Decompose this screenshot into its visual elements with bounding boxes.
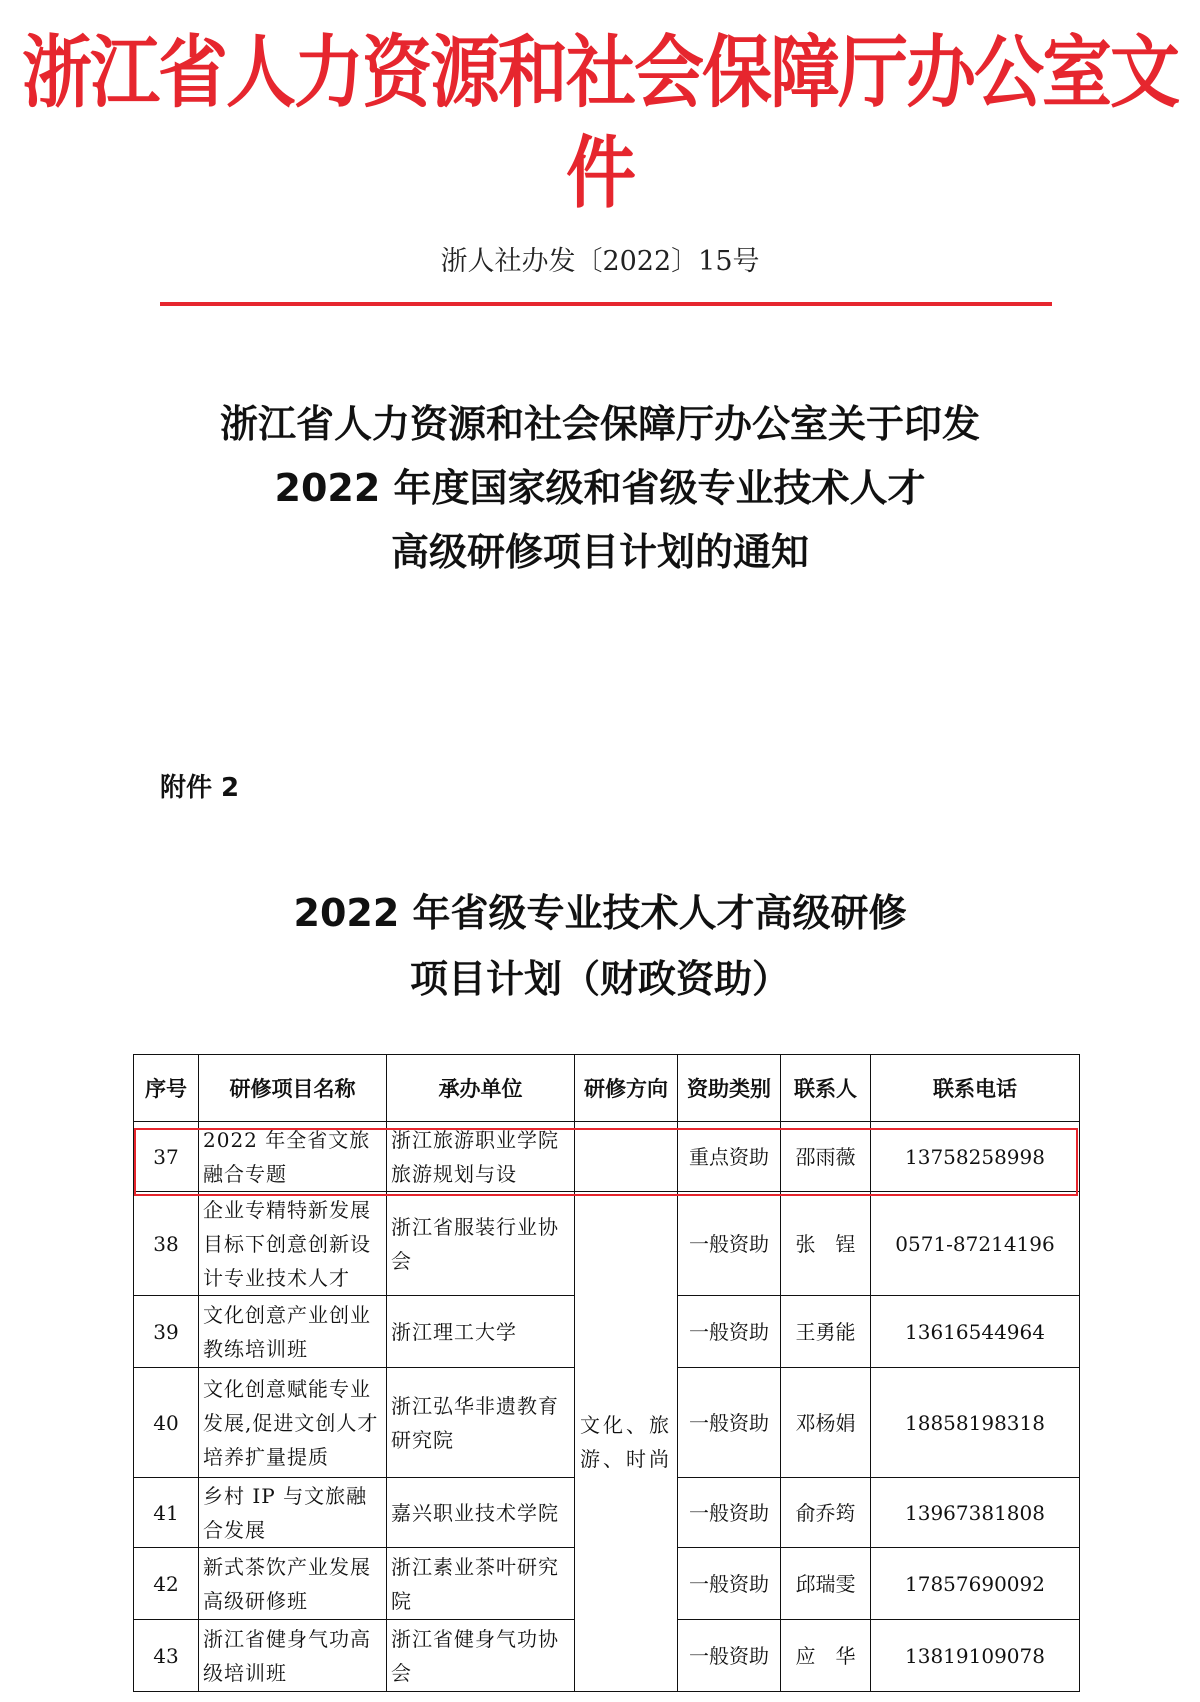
notice-title: [0, 392, 1200, 584]
cell-phone: 13616544964: [871, 1296, 1080, 1368]
cell-type: 一般资助: [678, 1548, 781, 1620]
cell-contact: 应 华: [781, 1620, 871, 1692]
cell-phone: 17857690092: [871, 1548, 1080, 1620]
cell-contact: 邱瑞雯: [781, 1548, 871, 1620]
cell-phone: 13758258998: [871, 1122, 1080, 1192]
red-divider: [160, 302, 1052, 306]
cell-org: 浙江省服装行业协会: [387, 1192, 575, 1296]
col-header-contact: 联系人: [781, 1055, 871, 1122]
cell-name: 乡村 IP 与文旅融合发展: [199, 1478, 387, 1548]
issuer-banner: 浙江省人力资源和社会保障厅办公室文件: [22, 26, 1178, 220]
cell-type: 一般资助: [678, 1296, 781, 1368]
cell-name: 2022 年全省文旅融合专题: [199, 1122, 387, 1192]
attachment-label: 附件 2: [160, 773, 240, 803]
cell-no: 38: [134, 1192, 199, 1296]
cell-type: 重点资助: [678, 1122, 781, 1192]
cell-org: 浙江素业茶叶研究院: [387, 1548, 575, 1620]
document-number: 浙人社办发〔2022〕15号: [440, 246, 760, 277]
cell-name: 浙江省健身气功高级培训班: [199, 1620, 387, 1692]
col-header-type: 资助类别: [678, 1055, 781, 1122]
cell-no: 37: [134, 1122, 199, 1192]
cell-contact: 邵雨薇: [781, 1122, 871, 1192]
cell-org: 浙江旅游职业学院旅游规划与设: [387, 1122, 575, 1192]
cell-phone: 0571-87214196: [871, 1192, 1080, 1296]
cell-direction-merged: 文化、旅游、时尚: [575, 1192, 678, 1692]
project-plan-table: [133, 1054, 1080, 1692]
cell-phone: 13967381808: [871, 1478, 1080, 1548]
cell-phone: 18858198318: [871, 1368, 1080, 1478]
cell-direction: [575, 1122, 678, 1192]
cell-org: 浙江省健身气功协会: [387, 1620, 575, 1692]
cell-no: 39: [134, 1296, 199, 1368]
plan-title-line-2: 项目计划（财政资助）: [409, 957, 790, 1001]
col-header-no: 序号: [134, 1055, 199, 1122]
table-row: [134, 1122, 1080, 1192]
col-header-name: 研修项目名称: [199, 1055, 387, 1122]
cell-name: 文化创意赋能专业发展,促进文创人才培养扩量提质: [199, 1368, 387, 1478]
cell-org: 浙江理工大学: [387, 1296, 575, 1368]
cell-no: 41: [134, 1478, 199, 1548]
cell-no: 43: [134, 1620, 199, 1692]
cell-type: 一般资助: [678, 1478, 781, 1548]
cell-no: 40: [134, 1368, 199, 1478]
table-header-row: [134, 1055, 1080, 1122]
cell-name: 新式茶饮产业发展高级研修班: [199, 1548, 387, 1620]
notice-title-line-2: 2022 年度国家级和省级专业技术人才: [274, 466, 926, 510]
cell-type: 一般资助: [678, 1620, 781, 1692]
notice-title-line-3: 高级研修项目计划的通知: [390, 530, 809, 574]
cell-contact: 俞乔筠: [781, 1478, 871, 1548]
cell-phone: 13819109078: [871, 1620, 1080, 1692]
table-row: [134, 1192, 1080, 1296]
cell-contact: 张 锃: [781, 1192, 871, 1296]
cell-name: 企业专精特新发展目标下创意创新设计专业技术人才: [199, 1192, 387, 1296]
notice-title-line-1: 浙江省人力资源和社会保障厅办公室关于印发: [219, 402, 980, 446]
col-header-org: 承办单位: [387, 1055, 575, 1122]
cell-name: 文化创意产业创业教练培训班: [199, 1296, 387, 1368]
col-header-direction: 研修方向: [575, 1055, 678, 1122]
plan-title: [0, 880, 1200, 1012]
cell-no: 42: [134, 1548, 199, 1620]
col-header-phone: 联系电话: [871, 1055, 1080, 1122]
cell-type: 一般资助: [678, 1368, 781, 1478]
cell-org: 嘉兴职业技术学院: [387, 1478, 575, 1548]
cell-contact: 邓杨娟: [781, 1368, 871, 1478]
cell-org: 浙江弘华非遗教育研究院: [387, 1368, 575, 1478]
plan-title-line-1: 2022 年省级专业技术人才高级研修: [293, 891, 907, 935]
cell-type: 一般资助: [678, 1192, 781, 1296]
cell-contact: 王勇能: [781, 1296, 871, 1368]
